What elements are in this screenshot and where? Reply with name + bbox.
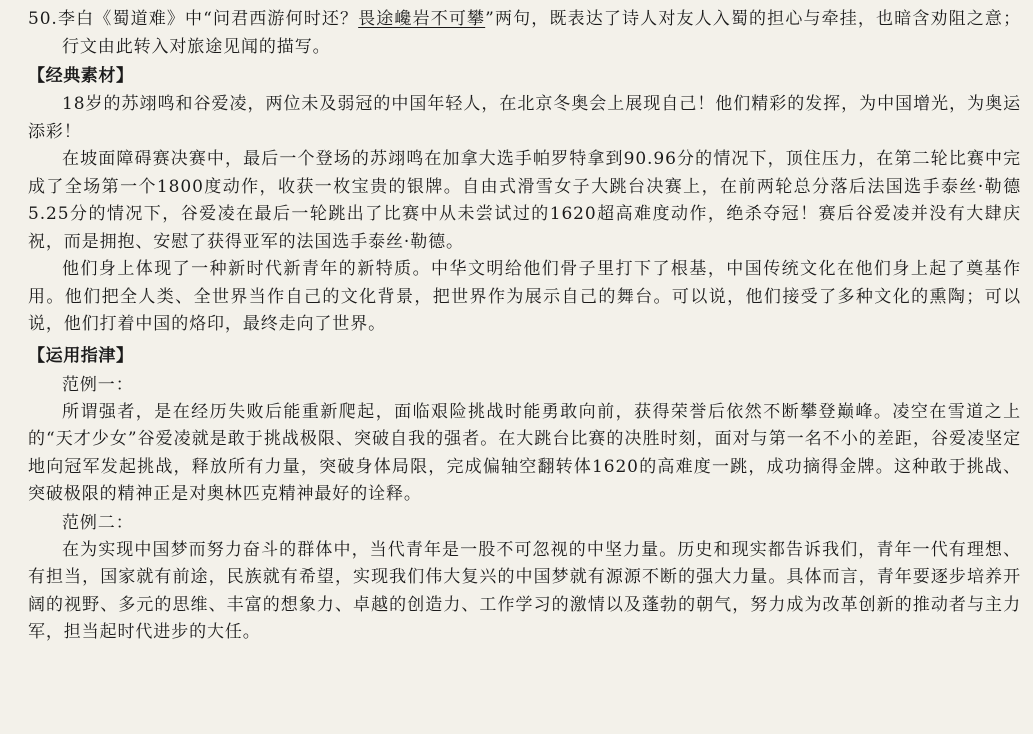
classic-material-heading: 【经典素材】 <box>28 66 134 86</box>
item-text-before: 李白《蜀道难》中“问君西游何时还？ <box>57 9 359 29</box>
item-number: 50. <box>28 9 58 29</box>
example-1-text: 所谓强者，是在经历失败后能重新爬起，面临艰险挑战时能勇敢向前，获得荣誉后依然不断攀登巅峰。凌空在雪道之上的“天才少女”谷爱凌就是敢于挑战极限、突破自我的强者。在大跳台比赛的决胜时刻，面对与第一名不小的差距，谷爱凌坚定地向冠军发起挑战，释放所有力量，突破身体局限，完成偏轴空翻转体1620的高难度一跳，成功摘得金牌。这种敢于挑战、突破极限的精神正是对奥林匹克精神最好的诠释。 <box>28 401 1021 504</box>
example-1-label: 范例一： <box>62 374 134 395</box>
classic-material-paragraph-3: 他们身上体现了一种新时代新青年的新特质。中华文明给他们骨子里打下了根基，中国传统文化在他们身上起了奠基作用。他们把全人类、全世界当作自己的文化背景，把世界作为展示自己的舞台。可以说，他们接受了多种文化的熏陶；可以说，他们打着中国的烙印，最终走向了世界。 <box>28 259 1021 334</box>
usage-guide-heading: 【运用指津】 <box>28 345 134 366</box>
item-50 <box>28 6 1021 61</box>
example-2-label: 范例二： <box>62 512 134 533</box>
item-underlined-text: 畏途巉岩不可攀 <box>358 9 486 29</box>
classic-material-paragraph-2: 在坡面障碍赛决赛中，最后一个登场的苏翊鸣在加拿大选手帕罗特拿到90.96分的情况下，顶住压力，在第二轮比赛中完成了全场第一个1800度动作，收获一枚宝贵的银牌。自由式滑雪女子大跳台决赛上，在前两轮总分落后法国选手泰丝·勒德5.25分的情况下，谷爱凌在最后一轮跳出了比赛中从未尝试过的1620超高难度动作，绝杀夺冠！赛后谷爱凌并没有大肆庆祝，而是拥抱、安慰了获得亚军的法国选手泰丝·勒德。 <box>28 149 1021 252</box>
item-text-after: ”两句，既表达了诗人对友人入蜀的担心与牵挂，也暗含劝阻之意；行文由此转入对旅途见闻的描写。 <box>62 9 1021 57</box>
classic-material-paragraph-1: 18岁的苏翊鸣和谷爱凌，两位未及弱冠的中国年轻人，在北京冬奥会上展现自己！他们精彩的发挥，为中国增光，为奥运添彩！ <box>28 94 1021 142</box>
example-2-text: 在为实现中国梦而努力奋斗的群体中，当代青年是一股不可忽视的中坚力量。历史和现实都告诉我们，青年一代有理想、有担当，国家就有前途，民族就有希望，实现我们伟大复兴的中国梦就有源源不断的强大力量。具体而言，青年要逐步培养开阔的视野、多元的思维、丰富的想象力、卓越的创造力、工作学习的激情以及蓬勃的朝气，努力成为改革创新的推动者与主力军，担当起时代进步的大任。 <box>28 539 1021 642</box>
